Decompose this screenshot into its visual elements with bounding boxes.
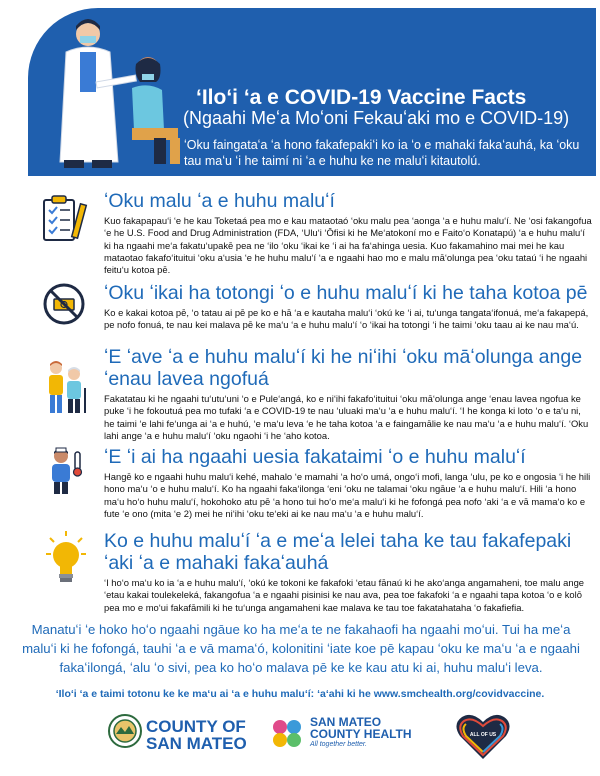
health-logo-mark bbox=[268, 716, 306, 750]
all-of-us-text: ALL OF US bbox=[469, 732, 497, 738]
no-cost-icon bbox=[42, 282, 86, 326]
section-high-risk-body: Fakatatau ki he ngaahi tuʻutuʻuni ʻo e Puleʻangá, ko e niʻihi fakafoʻituitui ʻoku māʻolunga ange ʻenau lavea ngofua ke puke ʻi he fokoutuá pea mo tufaki ʻa e COVID-19 te nau ʻuluaki maʻu ʻa e huhu maluʻí. ʻI he konga ki loto ʻo e taʻu ni, he taimi ʻe lahi feʻunga ai ʻa e huhú, ʻe maʻu leva ʻe he taha kotoa ʻa e faingamālie ke nau maʻu ʻa e huhu maluʻí. ʻOku lahi ange ʻa e huhu maluʻí ʻoku ngaohi ʻi he ʻaho kotoa. bbox=[104, 393, 589, 441]
county-seal-logo bbox=[108, 714, 142, 748]
county-logo-line2: SAN MATEO bbox=[146, 734, 247, 753]
closing-message: Manatuʻi ʻe hoko hoʻo ngaahi ngāue ko ha meʻa te ne fakahaofi ha ngaahi moʻui. Tui ha meʻa maluʻi ki he fofongá, tauhi ʻa e vā mamaʻó, kolonitini ʻiate koe pē kapau ʻoku ke maʻu ʻa e ngaahi fakaʻilongá, ʻalu ʻo sivi, pea ko hoʻo malava pē ke ke kau atu ki ai, huhu maluʻi leva. bbox=[22, 622, 580, 675]
section-safe-body: Kuo fakapapauʻi ʻe he kau Toketaá pea mo e kau mataotaó ʻoku malu pea ʻaonga ʻa e huhu maluʻí. Ne ʻosi fakangofua ʻe he U.S. Food and Drug Administration (FDA, ʻUluʻi ʻŌfisi ki he Meʻatokoní mo e Faitoʻo Konatapú) ʻa e huhu maluʻí ki ha ngaahi meʻa fakatuʻupakē pea ne ʻilo ʻoku ʻikai ke ʻi ai ha faʻahinga uesia. Kuo fakamahino mai mei he kau mataotao fakafoʻituitui ʻoku aʻusia ʻe he huhu maluʻí ʻa e ngaahi hao mo e malu māʻolunga pea ʻoku tataú ʻi he ngaahi feituʻu kotoa pē. bbox=[104, 215, 592, 276]
county-logo-text bbox=[146, 718, 247, 752]
health-logo-line2: COUNTY HEALTH bbox=[310, 727, 412, 741]
vaccine-info-link[interactable]: ʻIloʻi ʻa e taimi totonu ke ke maʻu ai ʻa e huhu maluʻí: ʻaʻahi ki he www.smchealth.org/covidvaccine. bbox=[55, 688, 545, 700]
health-logo-text bbox=[310, 716, 412, 740]
section-no-cost bbox=[104, 282, 592, 332]
lightbulb-icon bbox=[46, 530, 86, 586]
vaccination-illustration bbox=[36, 12, 186, 172]
section-side-effects-title: ʻE ʻi ai ha ngaahi uesia fakataimi ʻo e huhu maluʻí bbox=[104, 446, 526, 468]
section-safe bbox=[104, 190, 592, 276]
health-logo-tagline: All together better. bbox=[310, 741, 367, 748]
section-side-effects-body: Hangē ko e ngaahi huhu maluʻi kehé, mahalo ʻe mamahi ʻa hoʻo umá, ongoʻi mofi, langa ʻulu, pe ko e ongosia ʻi he hili hono maʻu ʻo e huhu maluʻí. Ko ha ngaahi fakaʻilonga ʻeni ʻoku ne talamai ʻoku ngāue ʻa e huhu maluʻí. Hili ʻa hono maʻu hoʻo huhu maluʻí, hokohoko atu pē ʻa hono tui hoʻo meʻa maluʻi ki he fofongá pea nofo ʻaki ʻa e vā mamaʻo ko e fute ʻe ono (mita ʻe 2) mei he niʻihi ʻoku teʻeki ai ke nau maʻu ʻa e huhu maluʻí. bbox=[104, 471, 591, 519]
sick-person-icon bbox=[44, 446, 86, 494]
section-high-risk bbox=[104, 346, 592, 442]
section-side-effects bbox=[104, 446, 592, 520]
health-logo-line1: SAN MATEO bbox=[310, 715, 382, 729]
section-no-cost-body: Ko e kakai kotoa pē, ʻo tatau ai pē pe ko e hā ʻa e kautaha maluʻi ʻokú ke ʻi ai, tuʻunga tangataʻifonuá, meʻa fakapepá, pe nofo fonuá, te nau kei malava pē ke maʻu ʻa e huhu maluʻí ʻo ʻikai ha totongi ʻi he taimi ʻoku taau ai ke nau maʻú. bbox=[104, 307, 589, 331]
caregiver-elder-icon bbox=[40, 360, 90, 416]
section-best-tool-title: Ko e huhu maluʻí ʻa e meʻa lelei taha ke tau fakafepaki ʻaki ʻa e mahaki fakaʻauhá bbox=[104, 530, 572, 574]
section-no-cost-title: ʻOku ʻikai ha totongi ʻo e huhu maluʻí ki he taha kotoa pē bbox=[104, 282, 588, 304]
section-best-tool-body: ʻI hoʻo maʻu ko ia ʻa e huhu maluʻí, ʻokú ke tokoni ke fakafoki ʻetau fānaú ki he akoʻanga angamaheni, toe malu ange ʻetau kakai toulekeleká, fakangofua ʻa e ngaahi pisinisi ke nau ava, pea toe fakafoki ʻa e ngaahi tapa kotoa ʻo e kolō pea mo e moʻui fakafāmili ki he tuʻunga angamaheni kae malava ke tau toe fakatahataha ʻo fakafiefia. bbox=[104, 577, 584, 613]
page-title: ʻIloʻi ʻa e COVID-19 Vaccine Facts bbox=[196, 86, 527, 109]
section-safe-title: ʻOku malu ʻa e huhu maluʻí bbox=[104, 190, 335, 212]
intro-text: ʻOku faingataʻa ʻa hono fakafepakiʻi ko ia ʻo e mahaki fakaʻauhá, ka ʻoku tau maʻu ʻi he taimí ni ʻa e huhu ke ne maluʻi kitautolú. bbox=[184, 138, 580, 168]
page-subtitle: (Ngaahi Meʻa Moʻoni Fekauʻaki mo e COVID-19) bbox=[183, 108, 570, 128]
checklist-icon bbox=[40, 194, 88, 248]
section-best-tool bbox=[104, 530, 592, 614]
section-high-risk-title: ʻE ʻave ʻa e huhu maluʻí ki he niʻihi ʻoku māʻolunga ange ʻenau lavea ngofuá bbox=[104, 346, 583, 390]
county-logo-line1: COUNTY OF bbox=[146, 717, 246, 736]
